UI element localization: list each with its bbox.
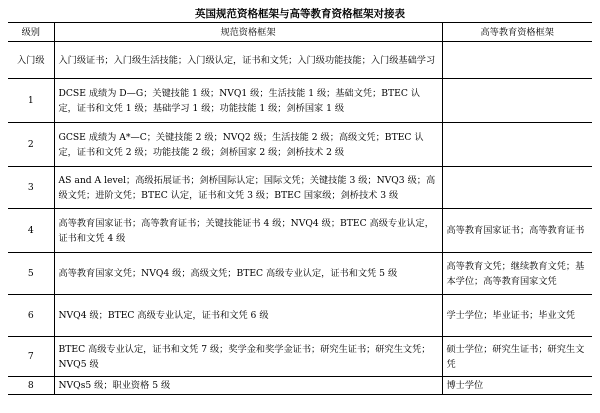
row-level: 入门级: [8, 42, 54, 79]
row-fheq: [442, 42, 592, 79]
table-row: [8, 123, 592, 167]
row-rqf: 高等教育国家文凭；NVQ4 级；高级文凭；BTEC 高级专业认定，证书和文凭 5 级: [54, 253, 442, 295]
row-fheq: 高等教育国家证书；高等教育证书: [442, 209, 592, 253]
row-fheq: 高等教育文凭；继续教育文凭；基本学位；高等教育国家文凭: [442, 253, 592, 295]
row-level: 1: [8, 79, 54, 123]
row-level: 8: [8, 377, 54, 395]
row-rqf: NVQ4 级；BTEC 高级专业认定，证书和文凭 6 级: [54, 295, 442, 337]
qualification-framework-table: [8, 22, 592, 395]
row-rqf: NVQs5 级；职业资格 5 级: [54, 377, 442, 395]
table-row: [8, 209, 592, 253]
row-fheq: 博士学位: [442, 377, 592, 395]
row-fheq: [442, 79, 592, 123]
row-fheq: [442, 167, 592, 209]
row-rqf: BTEC 高级专业认定，证书和文凭 7 级；奖学金和奖学金证书；研究生证书；研究生文凭；NVQ5 级: [54, 337, 442, 377]
table-row: [8, 167, 592, 209]
table-row: [8, 42, 592, 79]
table-row: [8, 295, 592, 337]
row-fheq: 硕士学位；研究生证书；研究生文凭: [442, 337, 592, 377]
header-level: 级别: [8, 23, 54, 42]
table-row: [8, 337, 592, 377]
row-level: 5: [8, 253, 54, 295]
table-row: [8, 79, 592, 123]
row-level: 7: [8, 337, 54, 377]
row-level: 6: [8, 295, 54, 337]
row-level: 3: [8, 167, 54, 209]
table-row: [8, 377, 592, 395]
header-rqf: 规范资格框架: [54, 23, 442, 42]
row-fheq: [442, 123, 592, 167]
row-rqf: 高等教育国家证书；高等教育证书；关键技能证书 4 级；NVQ4 级；BTEC 高级专业认定，证书和文凭 4 级: [54, 209, 442, 253]
table-row: [8, 253, 592, 295]
header-row: [8, 23, 592, 42]
row-rqf: DCSE 成绩为 D—G；关键技能 1 级；NVQ1 级；生活技能 1 级；基础文凭；BTEC 认定，证书和文凭 1 级；基础学习 1 级；功能技能 1 级；剑桥国家 1 级: [54, 79, 442, 123]
row-rqf: 入门级证书；入门级生活技能；入门级认定，证书和文凭；入门级功能技能；入门级基础学习: [54, 42, 442, 79]
row-level: 4: [8, 209, 54, 253]
row-rqf: GCSE 成绩为 A*—C；关键技能 2 级；NVQ2 级；生活技能 2 级；高级文凭；BTEC 认定，证书和文凭 2 级；功能技能 2 级；剑桥国家 2 级；剑桥技术 2 级: [54, 123, 442, 167]
header-fheq: 高等教育资格框架: [442, 23, 592, 42]
row-rqf: AS and A level；高级拓展证书；剑桥国际认定；国际文凭；关键技能 3 级；NVQ3 级；高级文凭；进阶文凭；BTEC 认定，证书和文凭 3 级；BTEC 国家级；剑桥技术 3 级: [54, 167, 442, 209]
row-fheq: 学士学位；毕业证书；毕业文凭: [442, 295, 592, 337]
row-level: 2: [8, 123, 54, 167]
table-title: 英国规范资格框架与高等教育资格框架对接表: [195, 8, 405, 20]
